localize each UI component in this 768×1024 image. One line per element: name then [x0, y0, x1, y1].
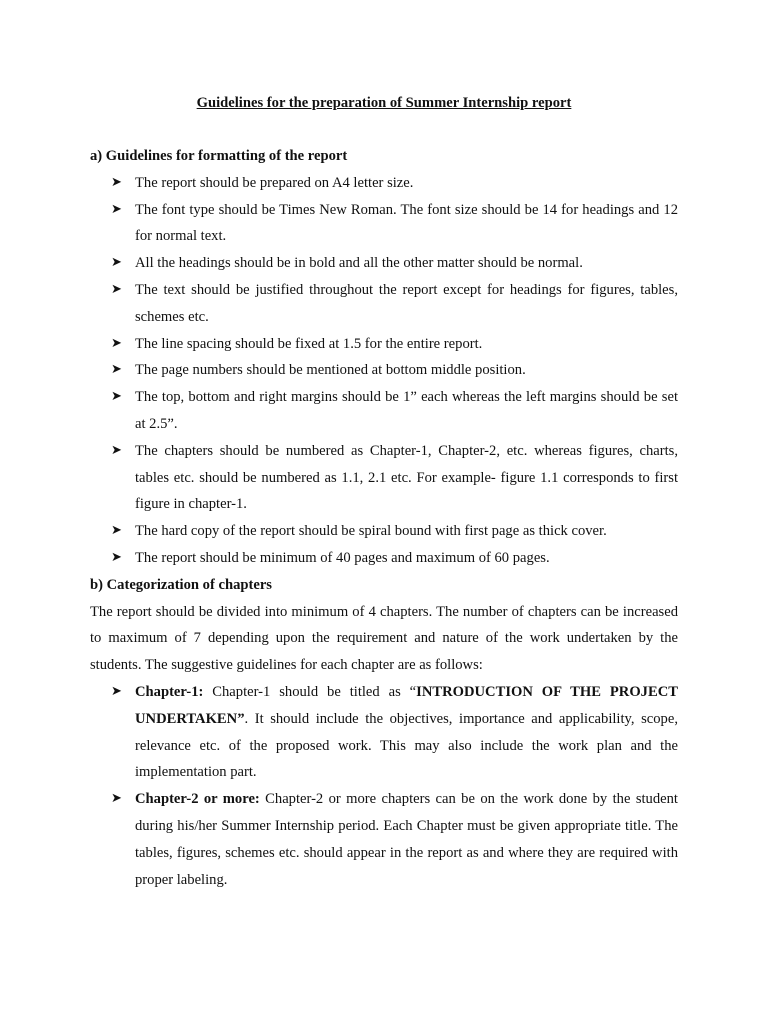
list-item-text: The text should be justified throughout the report except for headings for figures, tables, schemes etc.	[135, 281, 678, 325]
list-item-text: All the headings should be in bold and all the other matter should be normal.	[135, 255, 583, 272]
list-item	[111, 331, 678, 358]
list-item	[111, 197, 678, 251]
arrowhead-bullet-icon: ➤	[111, 791, 122, 807]
list-item-text: The line spacing should be fixed at 1.5 for the entire report.	[135, 335, 483, 352]
list-item-text: The report should be prepared on A4 letter size.	[135, 174, 414, 191]
list-item-text: The report should be minimum of 40 pages and maximum of 60 pages.	[135, 549, 550, 566]
list-item-text: The top, bottom and right margins should be 1” each whereas the left margins should be set at 2.5”.	[135, 389, 678, 432]
list-item	[111, 518, 678, 545]
list-item-text: The hard copy of the report should be spiral bound with first page as thick cover.	[135, 523, 607, 540]
chapter-1-description: . It should include the objectives, importance and applicability, scope, relevance etc. of the proposed work. This may also include the work plan and the implementation part.	[135, 710, 678, 781]
arrowhead-bullet-icon: ➤	[111, 201, 122, 217]
list-item	[111, 277, 678, 331]
document-title: Guidelines for the preparation of Summer Internship report	[196, 95, 572, 111]
arrowhead-bullet-icon: ➤	[111, 549, 122, 565]
chapter-1-lead: Chapter-1 should be titled as “	[203, 683, 417, 700]
list-item	[111, 384, 678, 438]
arrowhead-bullet-icon: ➤	[111, 683, 122, 699]
arrowhead-bullet-icon: ➤	[111, 174, 122, 190]
chapter-2-description: Chapter-2 or more chapters can be on the work done by the student during his/her Summer Internship period. Each Chapter must be given appropriate title. The tables, figures, schemes etc. should appear in the report as and where they are required with proper labeling.	[135, 791, 678, 888]
chapter-2-label: Chapter-2 or more:	[135, 791, 260, 808]
chapters-intro-paragraph: The report should be divided into minimum of 4 chapters. The number of chapters can be increased to maximum of 7 depending upon the requirement and nature of the work undertaken by the students. The suggestive guidelines for each chapter are as follows:	[90, 603, 678, 674]
list-item-text: The chapters should be numbered as Chapter-1, Chapter-2, etc. whereas figures, charts, tables etc. should be numbered as 1.1, 2.1 etc. For example- figure 1.1 corresponds to first figure in chapter-1.	[135, 442, 678, 513]
list-item	[111, 250, 678, 277]
arrowhead-bullet-icon: ➤	[111, 362, 122, 378]
chapter-1-title: INTRODUCTION OF THE PROJECT UNDERTAKEN”	[135, 683, 678, 727]
section-b-heading: b) Categorization of chapters	[90, 576, 272, 593]
arrowhead-bullet-icon: ➤	[111, 335, 122, 351]
arrowhead-bullet-icon: ➤	[111, 255, 122, 271]
section-a-heading: a) Guidelines for formatting of the report	[90, 148, 348, 164]
list-item-chapter-2	[111, 786, 678, 893]
arrowhead-bullet-icon: ➤	[111, 281, 122, 297]
list-item-text: The page numbers should be mentioned at bottom middle position.	[135, 362, 526, 379]
list-item-text: The font type should be Times New Roman. The font size should be 14 for headings and 12 for normal text.	[135, 201, 678, 245]
list-item	[111, 438, 678, 518]
list-item	[111, 170, 678, 197]
list-item-chapter-1	[111, 679, 678, 786]
arrowhead-bullet-icon: ➤	[111, 442, 122, 458]
chapter-1-label: Chapter-1:	[135, 683, 204, 700]
list-item	[111, 357, 678, 384]
document-body	[90, 143, 678, 893]
chapters-list	[90, 679, 678, 893]
list-item	[111, 545, 678, 572]
arrowhead-bullet-icon: ➤	[111, 389, 122, 405]
arrowhead-bullet-icon: ➤	[111, 523, 122, 539]
formatting-guidelines-list	[90, 170, 678, 572]
